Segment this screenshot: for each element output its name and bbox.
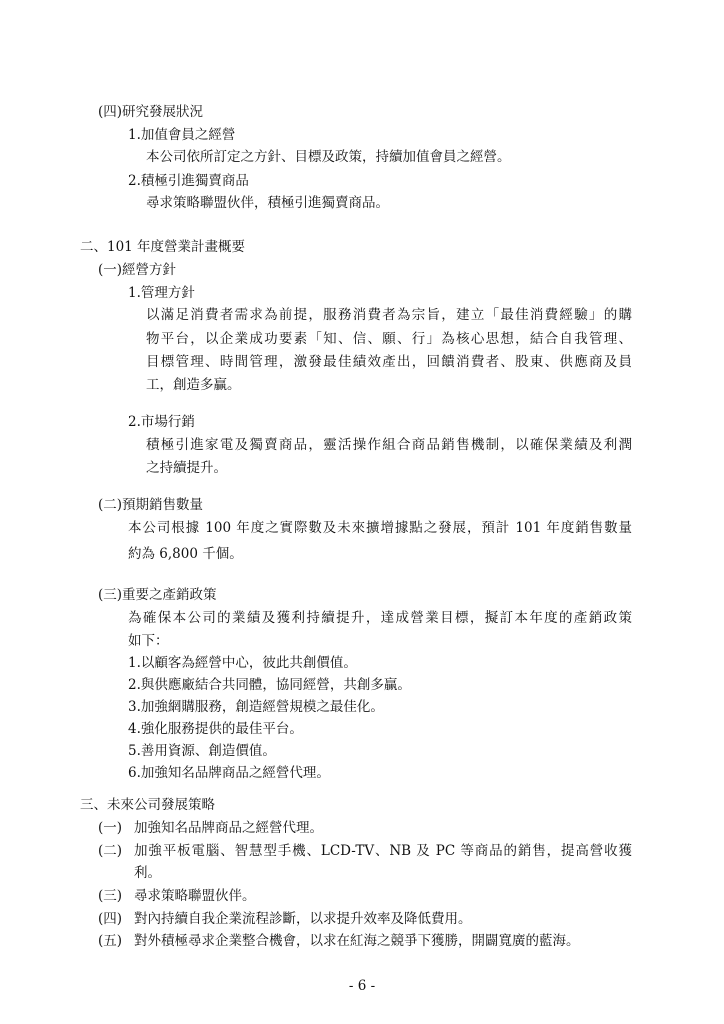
list-item: 3.加強網購服務，創造經營規模之最佳化。 — [128, 699, 384, 715]
subsection-heading: (二)預期銷售數量 — [98, 497, 204, 513]
list-item: 加強知名品牌商品之經營代理。 — [134, 820, 323, 836]
paragraph-line: 物平台，以企業成功要素「知、信、願、行」為核心思想，結合自我管理、 — [146, 331, 632, 347]
list-item: 5.善用資源、創造價值。 — [128, 743, 276, 759]
list-item: 尋求策略聯盟伙伴。 — [134, 888, 256, 904]
list-item: 對外積極尋求企業整合機會，以求在紅海之競爭下獲勝，開闢寬廣的藍海。 — [134, 933, 580, 949]
list-item: 利。 — [134, 865, 161, 881]
paragraph-line: 如下： — [128, 633, 169, 649]
page-number: - 6 - — [348, 978, 376, 994]
list-item: 1.以顧客為經營中心，彼此共創價值。 — [128, 655, 357, 671]
item-title: 1.加值會員之經營 — [128, 127, 236, 143]
paragraph-line: 以滿足消費者需求為前提，服務消費者為宗旨，建立「最佳消費經驗」的購 — [146, 307, 632, 323]
list-item: 6.加強知名品牌商品之經營代理。 — [128, 765, 330, 781]
paragraph-line: 目標管理、時間管理，激發最佳績效產出，回饋消費者、股東、供應商及員 — [146, 354, 632, 370]
subsection-heading: (一)經營方針 — [98, 262, 177, 278]
list-number: (五) — [98, 933, 123, 949]
section-heading-rd-status: (四)研究發展狀況 — [98, 104, 204, 120]
list-number: (三) — [98, 888, 123, 904]
paragraph-line: 工，創造多贏。 — [146, 377, 241, 393]
paragraph-line: 約為 6,800 千個。 — [128, 546, 243, 562]
list-item: 對內持續自我企業流程診斷，以求提升效率及降低費用。 — [134, 911, 472, 927]
item-title: 1.管理方針 — [128, 285, 195, 301]
list-item: 4.強化服務提供的最佳平台。 — [128, 721, 303, 737]
list-item: 2.與供應廠結合共同體，協同經營，共創多贏。 — [128, 677, 411, 693]
item-title: 2.市場行銷 — [128, 414, 195, 430]
list-item: 加強平板電腦、智慧型手機、LCD-TV、NB 及 PC 等商品的銷售，提高營收獲 — [134, 843, 632, 859]
list-number: (一) — [98, 820, 123, 836]
paragraph-line: 積極引進家電及獨賣商品，靈活操作組合商品銷售機制，以確保業績及利潤 — [146, 437, 632, 453]
section-heading-future-strategy: 三、未來公司發展策略 — [80, 797, 215, 813]
list-number: (四) — [98, 911, 123, 927]
paragraph-line: 之持續提升。 — [146, 460, 227, 476]
subsection-heading: (三)重要之產銷政策 — [98, 587, 217, 603]
section-heading-business-plan: 二、101 年度營業計畫概要 — [80, 239, 246, 255]
item-body: 本公司依所訂定之方針、目標及政策，持續加值會員之經營。 — [146, 149, 511, 165]
paragraph-line: 為確保本公司的業績及獲利持續提升，達成營業目標，擬訂本年度的產銷政策 — [128, 610, 632, 626]
list-number: (二) — [98, 843, 123, 859]
item-body: 尋求策略聯盟伙伴，積極引進獨賣商品。 — [146, 195, 389, 211]
item-title: 2.積極引進獨賣商品 — [128, 173, 249, 189]
paragraph-line: 本公司根據 100 年度之實際數及未來擴增據點之發展，預計 101 年度銷售數量 — [128, 520, 632, 536]
